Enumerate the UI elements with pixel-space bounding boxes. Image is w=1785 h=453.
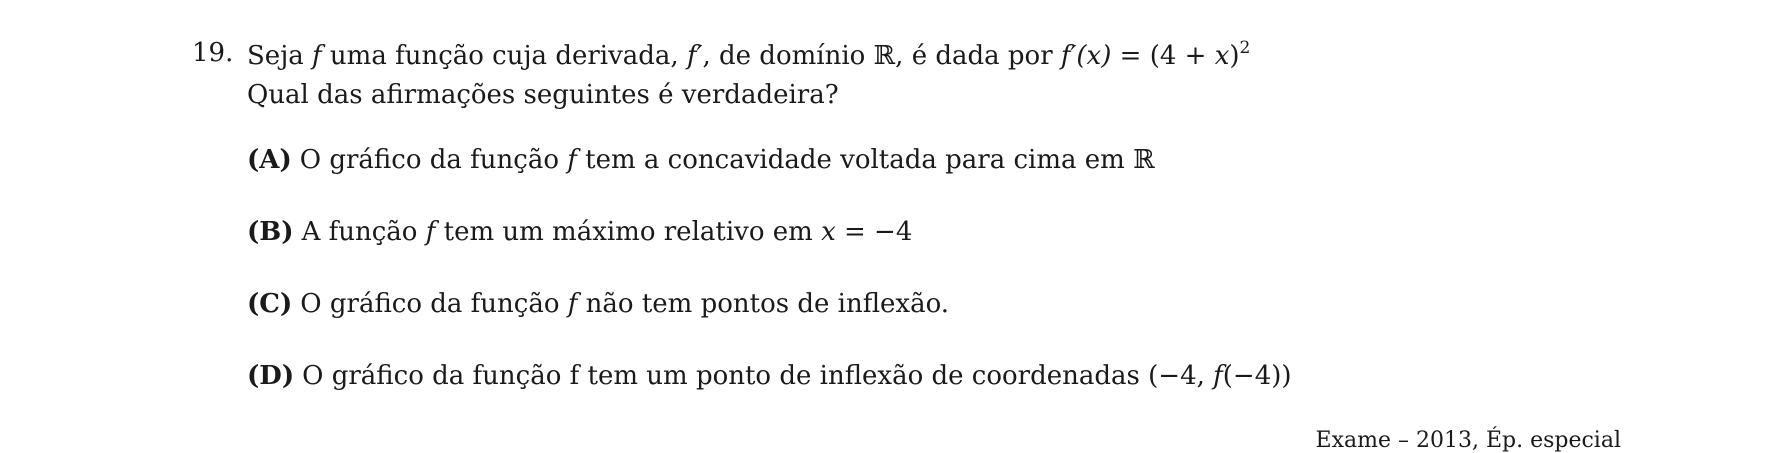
math-f: f [1213, 361, 1223, 391]
stem-text: Seja [247, 41, 313, 71]
option-text: tem a concavidade voltada para cima em ℝ [576, 145, 1155, 175]
math-f-prime: f′ [686, 41, 703, 71]
option-text: tem um máximo relativo em [435, 217, 822, 247]
question-stem [247, 38, 1250, 113]
math-f-prime-of-x: f′(x) [1060, 41, 1112, 71]
math-x: x [821, 217, 836, 247]
option-text: O gráfico da função [300, 289, 568, 319]
math-x: x [1214, 41, 1230, 71]
option-letter: (C) [247, 289, 293, 319]
question-number: 19. [192, 38, 234, 68]
option-text: A função [301, 217, 426, 247]
option-text: O gráfico da função f tem um ponto de inflexão de coordenadas (−4, [302, 361, 1214, 391]
option-c[interactable] [247, 289, 949, 319]
option-letter: (B) [247, 217, 294, 247]
option-d[interactable] [247, 361, 1292, 391]
stem-line-2: Qual das afirmações seguintes é verdadeira? [247, 80, 839, 110]
option-text: = −4 [835, 217, 913, 247]
option-letter: (A) [247, 145, 292, 175]
math-f: f [567, 145, 577, 175]
math-f: f [567, 289, 578, 319]
option-text: não tem pontos de inflexão. [577, 289, 950, 319]
option-text: O gráfico da função [299, 145, 568, 175]
stem-text: = (4 + [1111, 41, 1215, 71]
exam-source: Exame – 2013, Ép. especial [1315, 428, 1621, 453]
math-f: f [312, 41, 322, 71]
stem-text: ) [1229, 41, 1240, 71]
stem-text: uma função cuja derivada, [321, 41, 687, 71]
stem-text: , de domínio ℝ, é dada por [702, 41, 1061, 71]
option-text: (−4)) [1222, 361, 1292, 391]
stem-line-1 [247, 38, 1250, 77]
option-a[interactable] [247, 145, 1155, 175]
math-f: f [425, 217, 436, 247]
option-letter: (D) [247, 361, 295, 391]
option-b[interactable] [247, 217, 912, 247]
exponent: 2 [1239, 38, 1251, 58]
